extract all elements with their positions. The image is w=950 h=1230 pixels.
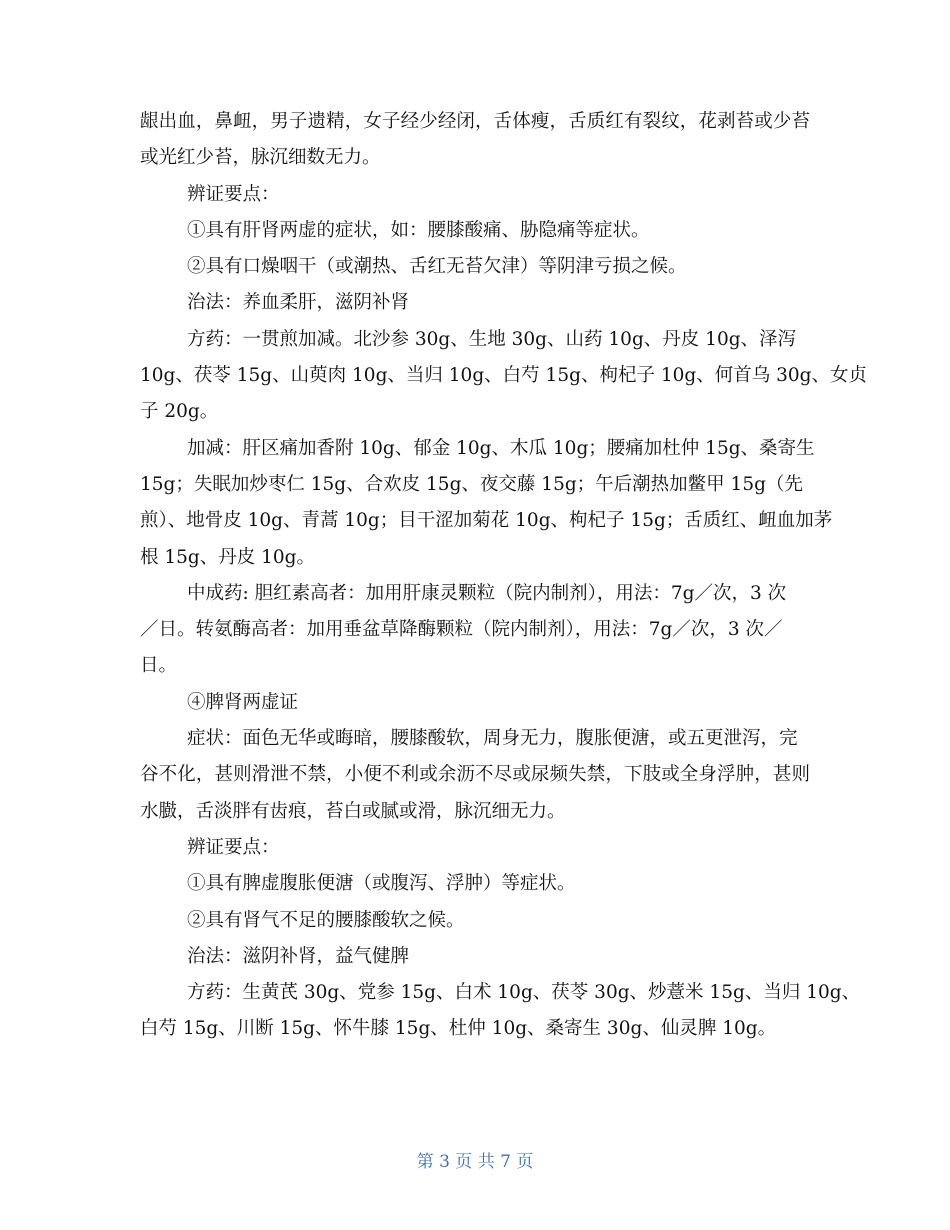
text-line: ④脾肾两虚证 [187, 691, 299, 713]
paragraph-diagnosis-point-1 [140, 866, 810, 902]
text-line: 白芍 15g、川断 15g、怀牛膝 15g、杜仲 10g、桑寄生 30g、仙灵脾 10g。 [140, 1018, 777, 1040]
text-line: 加减：肝区痛加香附 10g、郁金 10g、木瓜 10g；腰痛加杜仲 15g、桑寄生 [187, 437, 815, 459]
text-line: 或光红少苔，脉沉细数无力。 [140, 147, 381, 169]
text-line: 15g；失眠加炒枣仁 15g、合欢皮 15g、夜交藤 15g；午后潮热加鳖甲 15g（先 [140, 473, 803, 495]
paragraph-modifications [140, 431, 833, 576]
page-number-footer: 第 3 页 共 7 页 [416, 1152, 534, 1172]
paragraph-diagnosis-point-1 [140, 213, 810, 249]
text-line: 治法：养血柔肝，滋阴补肾 [187, 292, 410, 314]
text-line: 辨证要点： [187, 183, 280, 205]
text-line: ／日。转氨酶高者：加用垂盆草降酶颗粒（院内制剂），用法：7g／次，3 次／ [140, 619, 783, 641]
paragraph-symptoms [140, 721, 810, 830]
paragraph-diagnosis-point-2 [140, 903, 810, 939]
paragraph-diagnosis-point-2 [140, 249, 810, 285]
text-line: 方药：生黄芪 30g、党参 15g、白术 10g、茯苓 30g、炒薏米 15g、当归 10g、 [187, 982, 861, 1004]
text-line: ②具有口燥咽干（或潮热、舌红无苔欠津）等阴津亏损之候。 [187, 256, 687, 278]
text-line: 10g、茯苓 15g、山萸肉 10g、当归 10g、白芍 15g、枸杞子 10g、何首乌 30g、女贞 [140, 365, 867, 387]
paragraph-section-heading [140, 685, 810, 721]
paragraph-diagnosis-points-heading [140, 177, 810, 213]
paragraph-prescription [140, 322, 867, 431]
paragraph-treatment-method [140, 939, 810, 975]
text-line: 根 15g、丹皮 10g。 [140, 546, 316, 568]
document-body [140, 104, 867, 1048]
text-line: ①具有肝肾两虚的症状，如：腰膝酸痛、胁隐痛等症状。 [187, 219, 650, 241]
text-line: 龈出血，鼻衄，男子遗精，女子经少经闭，舌体瘦，舌质红有裂纹，花剥苔或少苔 [140, 111, 810, 132]
text-line: 子 20g。 [140, 401, 219, 423]
text-line: 谷不化，甚则滑泄不禁，小便不利或余沥不尽或尿频失禁，下肢或全身浮肿，甚则 [140, 764, 810, 786]
text-line: 水臌，舌淡胖有齿痕，苔白或腻或滑，脉沉细无力。 [140, 800, 566, 822]
paragraph-prescription [140, 975, 861, 1048]
paragraph-patent-medicine [140, 576, 810, 685]
text-line: ①具有脾虚腹胀便溏（或腹泻、浮肿）等症状。 [187, 873, 576, 895]
paragraph-diagnosis-points-heading [140, 830, 810, 866]
text-line: 症状：面色无华或晦暗，腰膝酸软，周身无力，腹胀便溏，或五更泄泻，完 [187, 728, 798, 750]
text-line: 治法：滋阴补肾，益气健脾 [187, 945, 410, 967]
text-line: 辨证要点： [187, 836, 280, 858]
text-line: ②具有肾气不足的腰膝酸软之候。 [187, 909, 465, 931]
text-line: 煎）、地骨皮 10g、青蒿 10g；目干涩加菊花 10g、枸杞子 15g；舌质红、衄血加茅 [140, 510, 833, 532]
paragraph-treatment-method [140, 285, 810, 321]
text-line: 方药：一贯煎加减。北沙参 30g、生地 30g、山药 10g、丹皮 10g、泽泻 [187, 328, 797, 350]
paragraph-symptoms-continued [140, 104, 810, 177]
text-line: 日。 [140, 655, 178, 677]
text-line: 中成药: 胆红素高者：加用肝康灵颗粒（院内制剂），用法：7g／次，3 次 [187, 582, 787, 604]
